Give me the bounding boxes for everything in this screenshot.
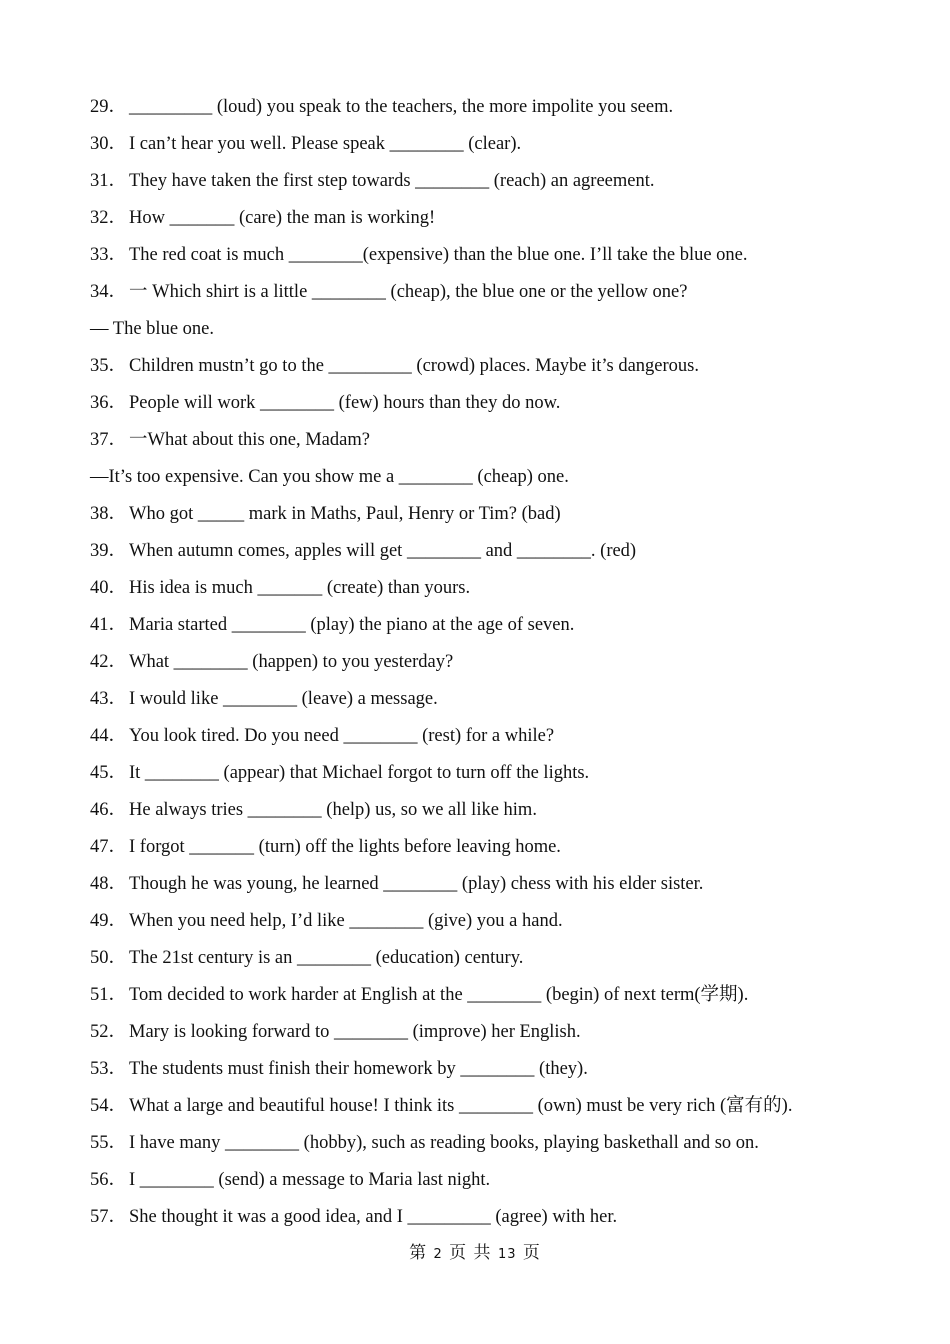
exercise-item: [90, 982, 870, 1019]
item-text: What a large and beautiful house! I think its ________ (own) must be very rich (富有的).: [129, 1096, 793, 1116]
item-text: It ________ (appear) that Michael forgot to turn off the lights.: [129, 763, 590, 783]
item-number: 40．: [90, 578, 128, 598]
exercise-item: [90, 501, 870, 538]
exercise-item: [90, 908, 870, 945]
page-number: 2: [433, 1247, 443, 1262]
exercise-item: [90, 945, 870, 982]
exercise-item: [90, 94, 870, 131]
item-text: The 21st century is an ________ (education) century.: [129, 948, 524, 968]
item-number: 39．: [90, 541, 128, 561]
item-number: 32．: [90, 208, 128, 228]
item-number: 46．: [90, 800, 128, 820]
exercise-item: [90, 797, 870, 834]
exercise-item: [90, 131, 870, 168]
item-text: I have many ________ (hobby), such as reading books, playing baskethall and so on.: [129, 1133, 759, 1153]
exercise-item: [90, 612, 870, 649]
item-number: 45．: [90, 763, 128, 783]
item-number: 56．: [90, 1170, 128, 1190]
exercise-item: [90, 353, 870, 390]
item-text: Tom decided to work harder at English at the ________ (begin) of next term(学期).: [129, 985, 749, 1005]
footer-prefix: 第: [409, 1243, 428, 1263]
item-text: He always tries ________ (help) us, so we all like him.: [129, 800, 537, 820]
footer-suffix: 页: [522, 1243, 541, 1263]
exercise-item: [90, 1056, 870, 1093]
item-number: 34．: [90, 282, 128, 302]
item-number: 48．: [90, 874, 128, 894]
total-pages: 13: [497, 1247, 517, 1262]
item-number: 44．: [90, 726, 128, 746]
item-text: When you need help, I’d like ________ (give) you a hand.: [129, 911, 563, 931]
item-number: 57．: [90, 1207, 128, 1227]
item-number: 29．: [90, 97, 128, 117]
item-text: I would like ________ (leave) a message.: [129, 689, 438, 709]
item-number: 37．: [90, 430, 128, 450]
item-text: How _______ (care) the man is working!: [129, 208, 436, 228]
item-text: Who got _____ mark in Maths, Paul, Henry or Tim? (bad): [129, 504, 561, 524]
exercise-item: [90, 168, 870, 205]
exercise-item: [90, 205, 870, 242]
exercise-item: [90, 1204, 870, 1241]
item-number: 47．: [90, 837, 128, 857]
item-text: — The blue one.: [90, 319, 214, 339]
item-number: 30．: [90, 134, 128, 154]
item-text: I forgot _______ (turn) off the lights before leaving home.: [129, 837, 561, 857]
exercise-item: [90, 760, 870, 797]
item-number: 42．: [90, 652, 128, 672]
item-text: I ________ (send) a message to Maria last night.: [129, 1170, 491, 1190]
exercise-item: [90, 1167, 870, 1204]
page-footer: [0, 1238, 950, 1263]
exercise-item: [90, 390, 870, 427]
exercise-answer-line: [90, 316, 870, 353]
item-number: 41．: [90, 615, 128, 635]
item-text: People will work ________ (few) hours than they do now.: [129, 393, 561, 413]
item-text: She thought it was a good idea, and I _________ (agree) with her.: [129, 1207, 618, 1227]
item-text: 一 Which shirt is a little ________ (cheap), the blue one or the yellow one?: [129, 282, 688, 302]
item-text: When autumn comes, apples will get ________ and ________. (red): [129, 541, 637, 561]
exercise-item: [90, 1019, 870, 1056]
exercise-item: [90, 649, 870, 686]
exercise-item: [90, 686, 870, 723]
item-text: Mary is looking forward to ________ (improve) her English.: [129, 1022, 581, 1042]
item-number: 38．: [90, 504, 128, 524]
item-text: The students must finish their homework by ________ (they).: [129, 1059, 588, 1079]
exercise-item: [90, 871, 870, 908]
item-number: 49．: [90, 911, 128, 931]
exercise-item: [90, 575, 870, 612]
exercise-list: [90, 94, 870, 1241]
item-number: 51．: [90, 985, 128, 1005]
exercise-item: [90, 538, 870, 575]
exercise-item: [90, 427, 870, 464]
exercise-item: [90, 723, 870, 760]
item-number: 53．: [90, 1059, 128, 1079]
item-number: 52．: [90, 1022, 128, 1042]
exercise-item: [90, 1093, 870, 1130]
item-text: Though he was young, he learned ________ (play) chess with his elder sister.: [129, 874, 704, 894]
exercise-item: [90, 1130, 870, 1167]
item-number: 36．: [90, 393, 128, 413]
footer-middle: 页 共: [449, 1243, 492, 1263]
item-number: 33．: [90, 245, 128, 265]
item-text: They have taken the first step towards ________ (reach) an agreement.: [129, 171, 655, 191]
item-number: 31．: [90, 171, 128, 191]
item-text: You look tired. Do you need ________ (rest) for a while?: [129, 726, 555, 746]
item-number: 54．: [90, 1096, 128, 1116]
item-text: _________ (loud) you speak to the teachers, the more impolite you seem.: [129, 97, 674, 117]
item-number: 55．: [90, 1133, 128, 1153]
item-text: The red coat is much ________(expensive) than the blue one. I’ll take the blue one.: [129, 245, 748, 265]
item-text: Maria started ________ (play) the piano at the age of seven.: [129, 615, 575, 635]
item-number: 50．: [90, 948, 128, 968]
exercise-item: [90, 279, 870, 316]
item-text: His idea is much _______ (create) than yours.: [129, 578, 471, 598]
item-text: —It’s too expensive. Can you show me a ________ (cheap) one.: [90, 467, 569, 487]
exercise-answer-line: [90, 464, 870, 501]
exercise-item: [90, 242, 870, 279]
exercise-item: [90, 834, 870, 871]
item-text: Children mustn’t go to the _________ (crowd) places. Maybe it’s dangerous.: [129, 356, 699, 376]
item-text: I can’t hear you well. Please speak ________ (clear).: [129, 134, 522, 154]
item-number: 43．: [90, 689, 128, 709]
item-text: 一What about this one, Madam?: [129, 430, 370, 450]
item-number: 35．: [90, 356, 128, 376]
item-text: What ________ (happen) to you yesterday?: [129, 652, 454, 672]
